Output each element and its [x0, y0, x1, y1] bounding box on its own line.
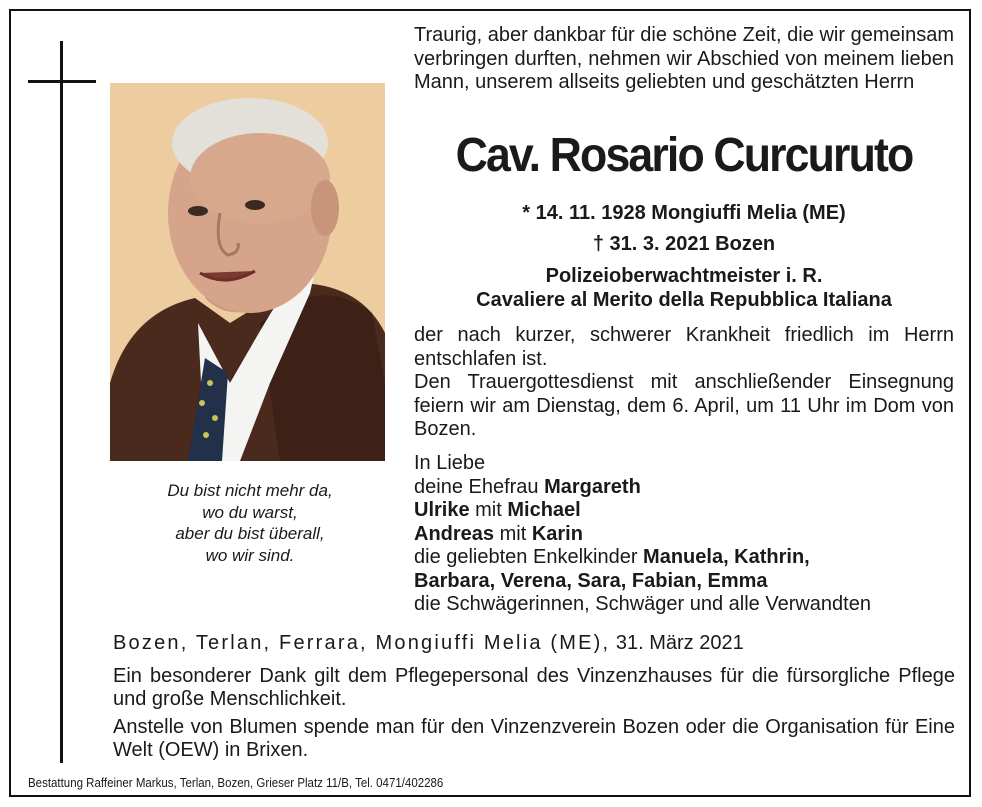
mourners-list [414, 452, 954, 617]
quote-line: aber du bist überall, [175, 524, 325, 543]
mourner-name: Andreas [414, 522, 495, 545]
cross-vertical-bar [60, 41, 63, 763]
life-dates [414, 198, 954, 260]
title-knighthood: Cavaliere al Merito della Repubblica Italiana [476, 289, 892, 311]
mourner-relation: die geliebten Enkelkinder [414, 546, 644, 568]
birth-date: * 14. 11. 1928 Mongiuffi Melia (ME) [522, 202, 846, 224]
mourner-name: Michael [507, 499, 581, 521]
quote-line: wo du warst, [202, 502, 298, 522]
mourner-line [414, 546, 954, 570]
memorial-quote [115, 480, 385, 566]
mourner-relation: deine Ehefrau [414, 475, 545, 498]
mourner-line: die Schwägerinnen, Schwäger und alle Verwandten [414, 593, 871, 615]
mourner-line [414, 523, 954, 547]
quote-line: wo wir sind. [205, 545, 295, 565]
mourner-name: Margareth [544, 475, 641, 498]
mourner-name: Ulrike [414, 499, 470, 521]
title-rank: Polizeioberwachtmeister i. R. [545, 265, 823, 287]
death-date: † 31. 3. 2021 Bozen [592, 233, 776, 255]
mourner-connector: mit [469, 499, 508, 521]
donation-text: Anstelle von Blumen spende man für den Vinzenzverein Bozen oder die Organisation für Eine Welt (OEW) in Brixen. [113, 716, 955, 761]
mourner-line [414, 476, 954, 500]
funeral-description [414, 324, 954, 442]
mourner-line [414, 499, 954, 523]
funeral-home-footer: Bestattung Raffeiner Markus, Terlan, Bozen, Grieser Platz 11/B, Tel. 0471/402286 [28, 776, 444, 790]
mourner-name: Karin [531, 522, 583, 545]
place-and-date [113, 632, 963, 655]
deceased-name: Cav. Rosario Curcuruto [455, 129, 913, 182]
cross-horizontal-bar [28, 80, 96, 83]
places: Bozen, Terlan, Ferrara, Mongiuffi Melia (ME), [113, 632, 611, 654]
grandchildren-names: Barbara, Verena, Sara, Fabian, Emma [414, 569, 768, 592]
mourner-line [414, 570, 954, 594]
passing-text: der nach kurzer, schwerer Krankheit friedlich im Herrn entschlafen ist. [414, 324, 954, 370]
intro-text: Traurig, aber dankbar für die schöne Zeit, die wir gemeinsam verbringen durften, nehmen wir Abschied von meinem lieben Mann, unserem allseits geliebten und geschätzten Herrn [414, 24, 954, 93]
mourner-connector: mit [494, 522, 532, 545]
service-text: Den Trauergottesdienst mit anschließender Einsegnung feiern wir am Dienstag, dem 6. April, um 11 Uhr im Dom von Bozen. [414, 371, 954, 440]
mourners-intro: In Liebe [414, 452, 486, 474]
notice-date: 31. März 2021 [610, 632, 744, 654]
portrait-photo [110, 83, 385, 461]
honorary-titles [414, 264, 954, 312]
grandchildren-names: Manuela, Kathrin, [643, 546, 810, 568]
thanks-text: Ein besonderer Dank gilt dem Pflegepersonal des Vinzenzhauses für die fürsorgliche Pflege und große Menschlichkeit. [113, 665, 955, 710]
quote-line: Du bist nicht mehr da, [167, 481, 333, 500]
